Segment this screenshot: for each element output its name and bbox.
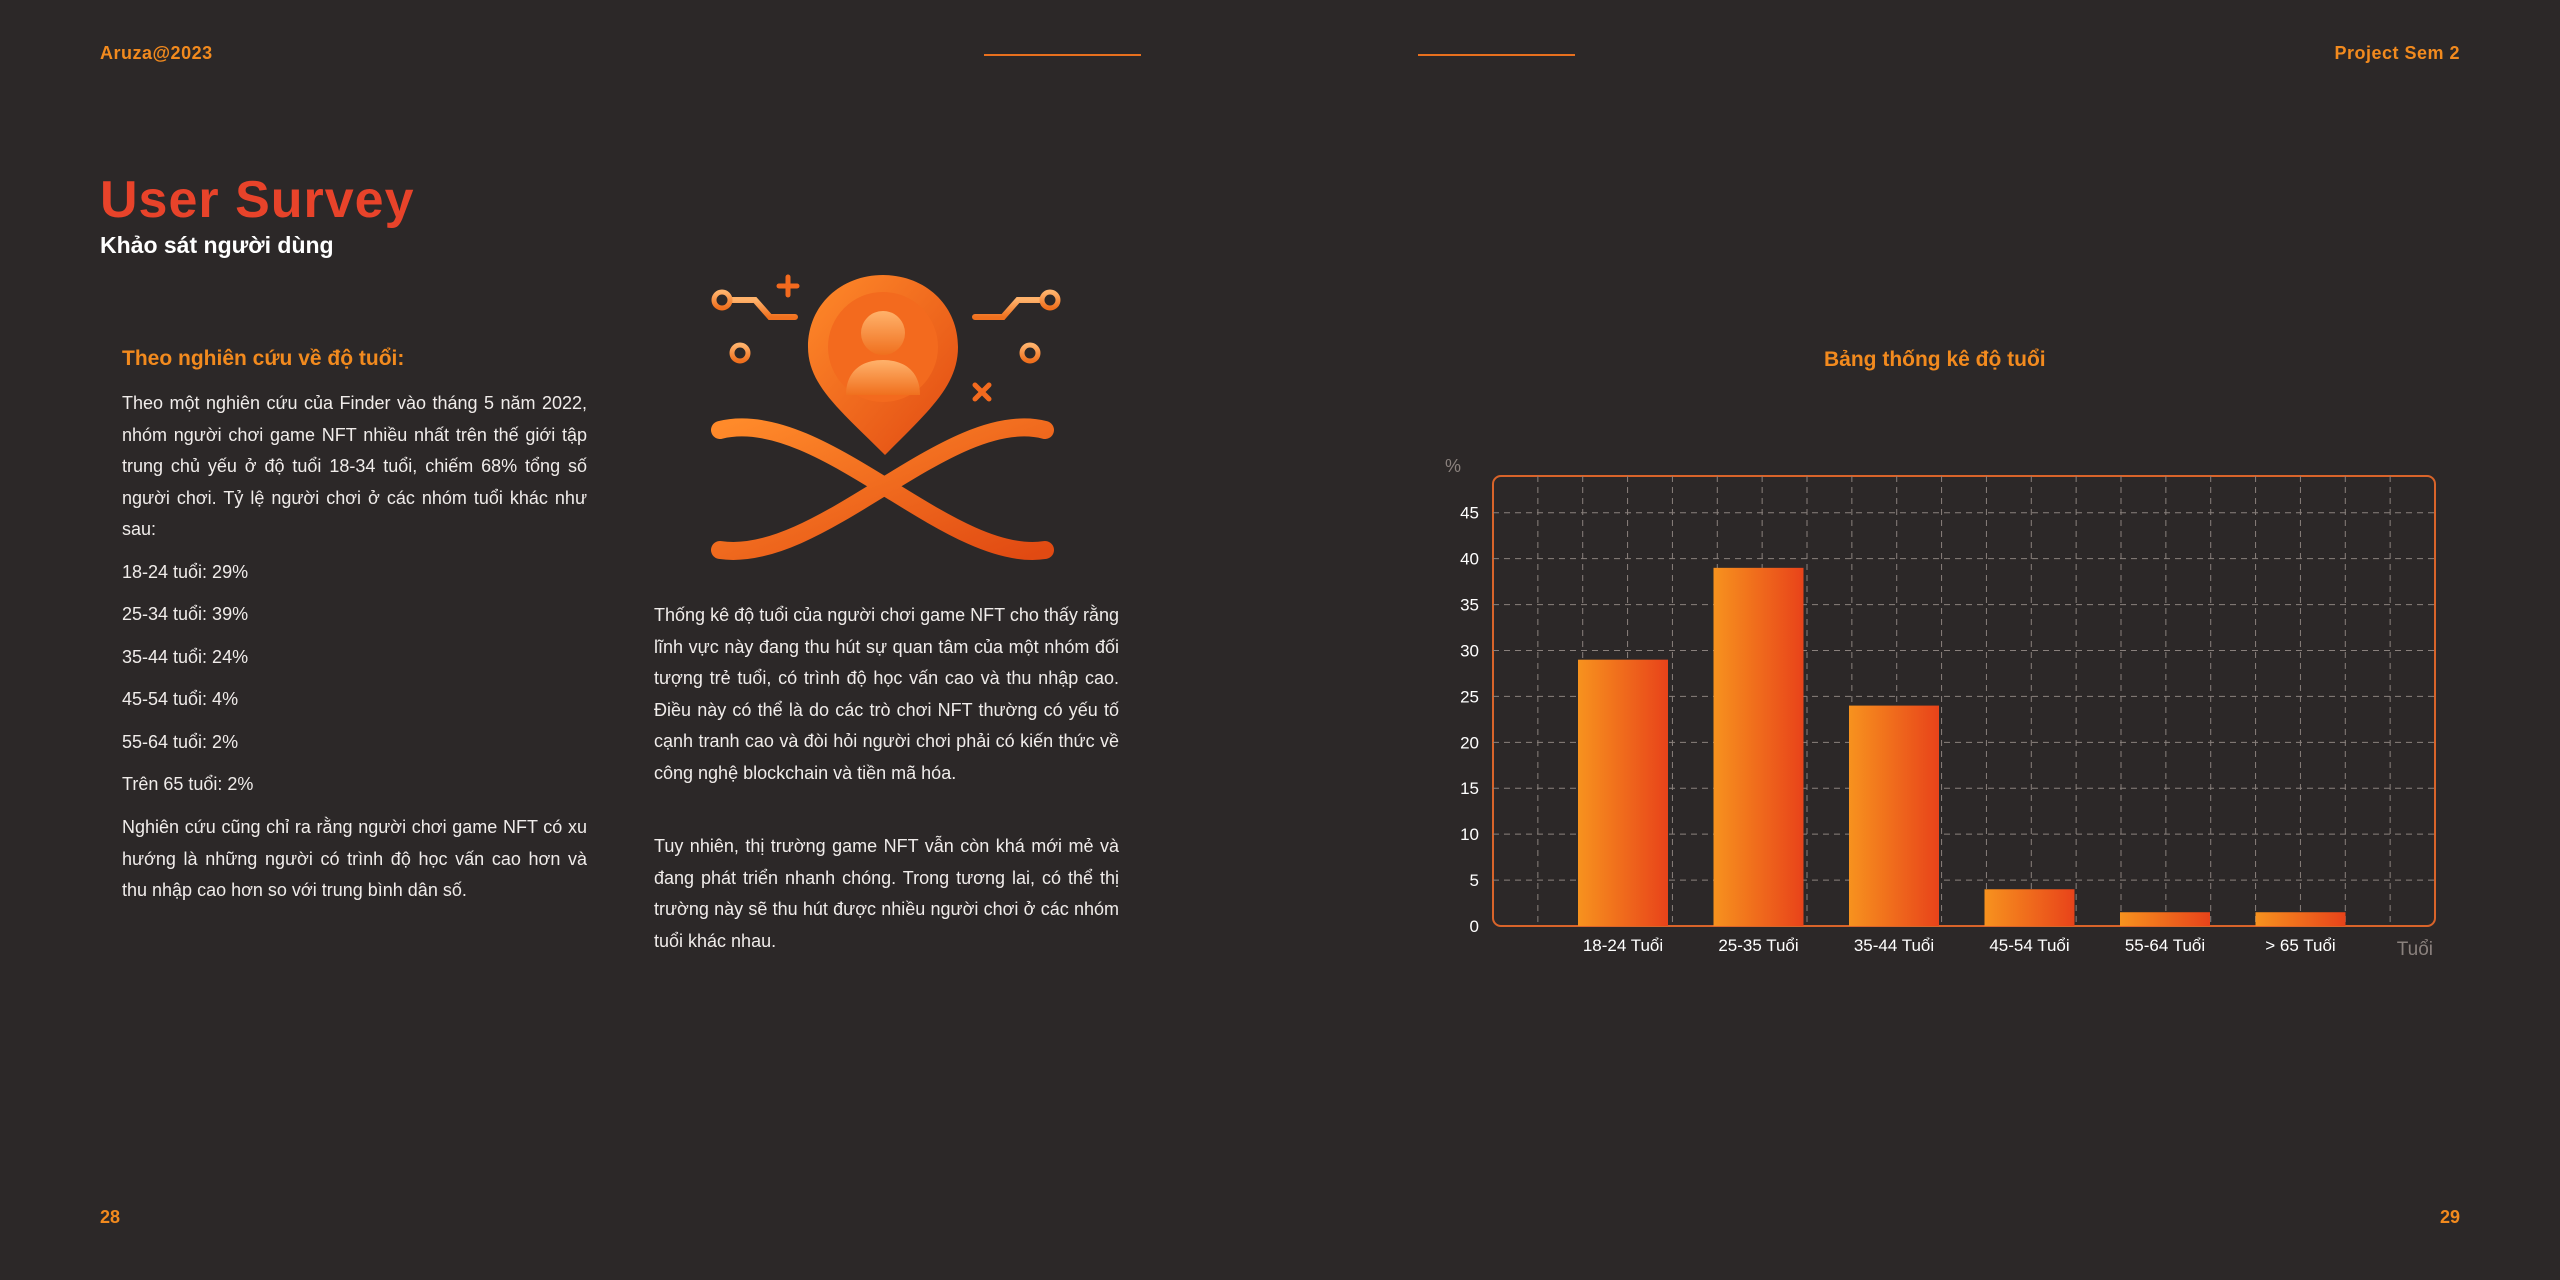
bar [1714,568,1804,926]
analysis-paragraph: Thống kê độ tuổi của người chơi game NFT cho thấy rằng lĩnh vực này đang thu hút sự quan tâm của một nhóm đối tượng trẻ tuổi, có trình độ học vấn cao và thu nhập cao. Điều này có thể là do các trò chơi NFT thường có yếu tố cạnh tranh cao và đòi hỏi người chơi phải có kiến thức về công nghệ blockchain và tiền mã hóa. [654,605,1119,783]
x-tick-label: 35-44 Tuổi [1853,936,1935,955]
y-tick-label: 10 [1460,825,1479,845]
x-tick-label: 45-54 Tuổi [1989,936,2070,955]
chart-title: Bảng thống kê độ tuổi [1824,348,2046,371]
header-project: Project Sem 2 [2334,43,2460,63]
bar [2256,912,2346,926]
y-tick-label: 45 [1460,503,1479,523]
conclusion-paragraph: Nghiên cứu cũng chỉ ra rằng người chơi game NFT có xu hướng là những người có trình độ học vấn cao hơn và thu nhập cao hơn so với trung bình dân số. [122,817,587,900]
page-number-left: 28 [100,1207,121,1227]
x-tick-label: 25-35 Tuổi [1718,936,1799,955]
y-tick-label: 30 [1460,641,1479,661]
stat-item: 25-34 tuổi: 39% [122,604,249,624]
user-dna-icon [700,255,1070,575]
bar [1985,889,2075,926]
bar [2120,912,2210,926]
x-axis-label: Tuổi [2396,939,2433,960]
header-divider-right [1418,54,1575,56]
y-tick-label: 5 [1469,871,1479,891]
page-number-right: 29 [2439,1207,2460,1227]
x-tick-label: 18-24 Tuổi [1582,936,1664,955]
y-tick-label: 40 [1460,549,1479,569]
stat-item: 55-64 tuổi: 2% [122,732,239,752]
y-axis-label: % [1445,456,1462,476]
bar [1578,660,1668,926]
stat-item: 18-24 tuổi: 29% [122,562,249,582]
y-tick-label: 35 [1460,595,1479,615]
page-subtitle: Khảo sát người dùng [100,232,334,258]
age-bar-chart [1430,450,2460,970]
page-title: User Survey [100,171,415,229]
y-tick-label: 25 [1460,687,1479,707]
section-heading: Theo nghiên cứu về độ tuổi: [122,347,405,370]
x-tick-label: 55-64 Tuổi [2124,936,2206,955]
header-brand: Aruza@2023 [100,43,213,63]
header-divider-left [984,54,1141,56]
x-tick-label: > 65 Tuổi [2265,936,2336,955]
y-tick-label: 15 [1460,779,1479,799]
stat-item: 35-44 tuổi: 24% [122,647,249,667]
y-tick-label: 20 [1460,733,1479,753]
stat-item: Trên 65 tuổi: 2% [122,774,254,794]
intro-paragraph: Theo một nghiên cứu của Finder vào tháng 5 năm 2022, nhóm người chơi game NFT nhiều nhất trên thế giới tập trung chủ yếu ở độ tuổi 18-34 tuổi, chiếm 68% tổng số người chơi. Tỷ lệ người chơi ở các nhóm tuổi khác như sau: [122,393,587,539]
stat-item: 45-54 tuổi: 4% [122,689,239,709]
bar [1849,706,1939,926]
y-tick-label: 0 [1469,917,1479,936]
outlook-paragraph: Tuy nhiên, thị trường game NFT vẫn còn khá mới mẻ và đang phát triển nhanh chóng. Trong tương lai, có thể thị trường này sẽ thu hút được nhiều người chơi ở các nhóm tuổi khác nhau. [654,836,1119,951]
